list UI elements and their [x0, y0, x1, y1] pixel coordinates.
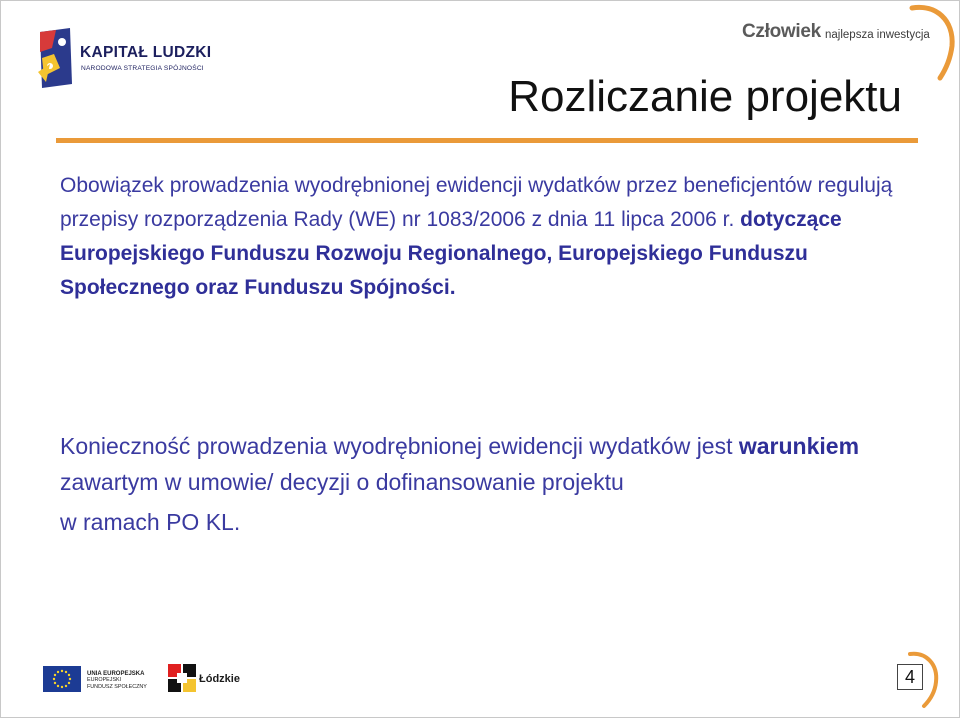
kapital-ludzki-logo — [36, 28, 236, 90]
lodzkie-wordmark: Łódzkie — [199, 673, 240, 685]
eu-flag-icon — [43, 666, 81, 692]
paragraph-requirement-part2: zawartym w umowie/ decyzji o dofinansowanie projektu — [60, 469, 624, 495]
title-underline — [56, 138, 918, 143]
czlowiek-logo — [740, 20, 960, 70]
eu-logo-line2: EUROPEJSKI — [87, 677, 122, 684]
paragraph-requirement — [60, 428, 940, 540]
kapital-ludzki-name: KAPITAŁ LUDZKI — [80, 44, 212, 61]
paragraph-requirement-part3: w ramach PO KL. — [60, 509, 241, 535]
kapital-ludzki-flag-icon — [36, 28, 76, 88]
page-number-badge — [888, 650, 948, 710]
lodzkie-emblem-icon — [168, 664, 196, 692]
paragraph-obligation — [60, 169, 930, 305]
paragraph-requirement-part1: Konieczność prowadzenia wyodrębnionej ewidencji wydatków jest — [60, 433, 739, 459]
page-number: 4 — [897, 664, 923, 690]
czlowiek-wordmark: Człowiek — [742, 21, 821, 42]
eu-logo-text — [87, 671, 147, 690]
eu-logo-line3: FUNDUSZ SPOŁECZNY — [87, 683, 147, 690]
eu-logo-line1: UNIA EUROPEJSKA — [87, 671, 145, 677]
page-title: Rozliczanie projektu — [508, 72, 902, 121]
kapital-ludzki-subtitle: NARODOWA STRATEGIA SPÓJNOŚCI — [81, 65, 204, 72]
czlowiek-tagline: najlepsza inwestycja — [825, 29, 930, 41]
paragraph-obligation-bold: dotyczące Europejskiego Funduszu Rozwoju Regionalnego, Europejskiego Funduszu Społecznego oraz Funduszu Spójności. — [60, 208, 842, 299]
paragraph-obligation-normal: Obowiązek prowadzenia wyodrębnionej ewidencji wydatków przez beneficjentów regulują przepisy rozporządzenia Rady (WE) nr 1083/2006 z dnia 11 lipca 2006 r. — [60, 174, 893, 231]
swoosh-arc-icon — [892, 0, 960, 90]
paragraph-requirement-bold: warunkiem — [738, 433, 860, 459]
